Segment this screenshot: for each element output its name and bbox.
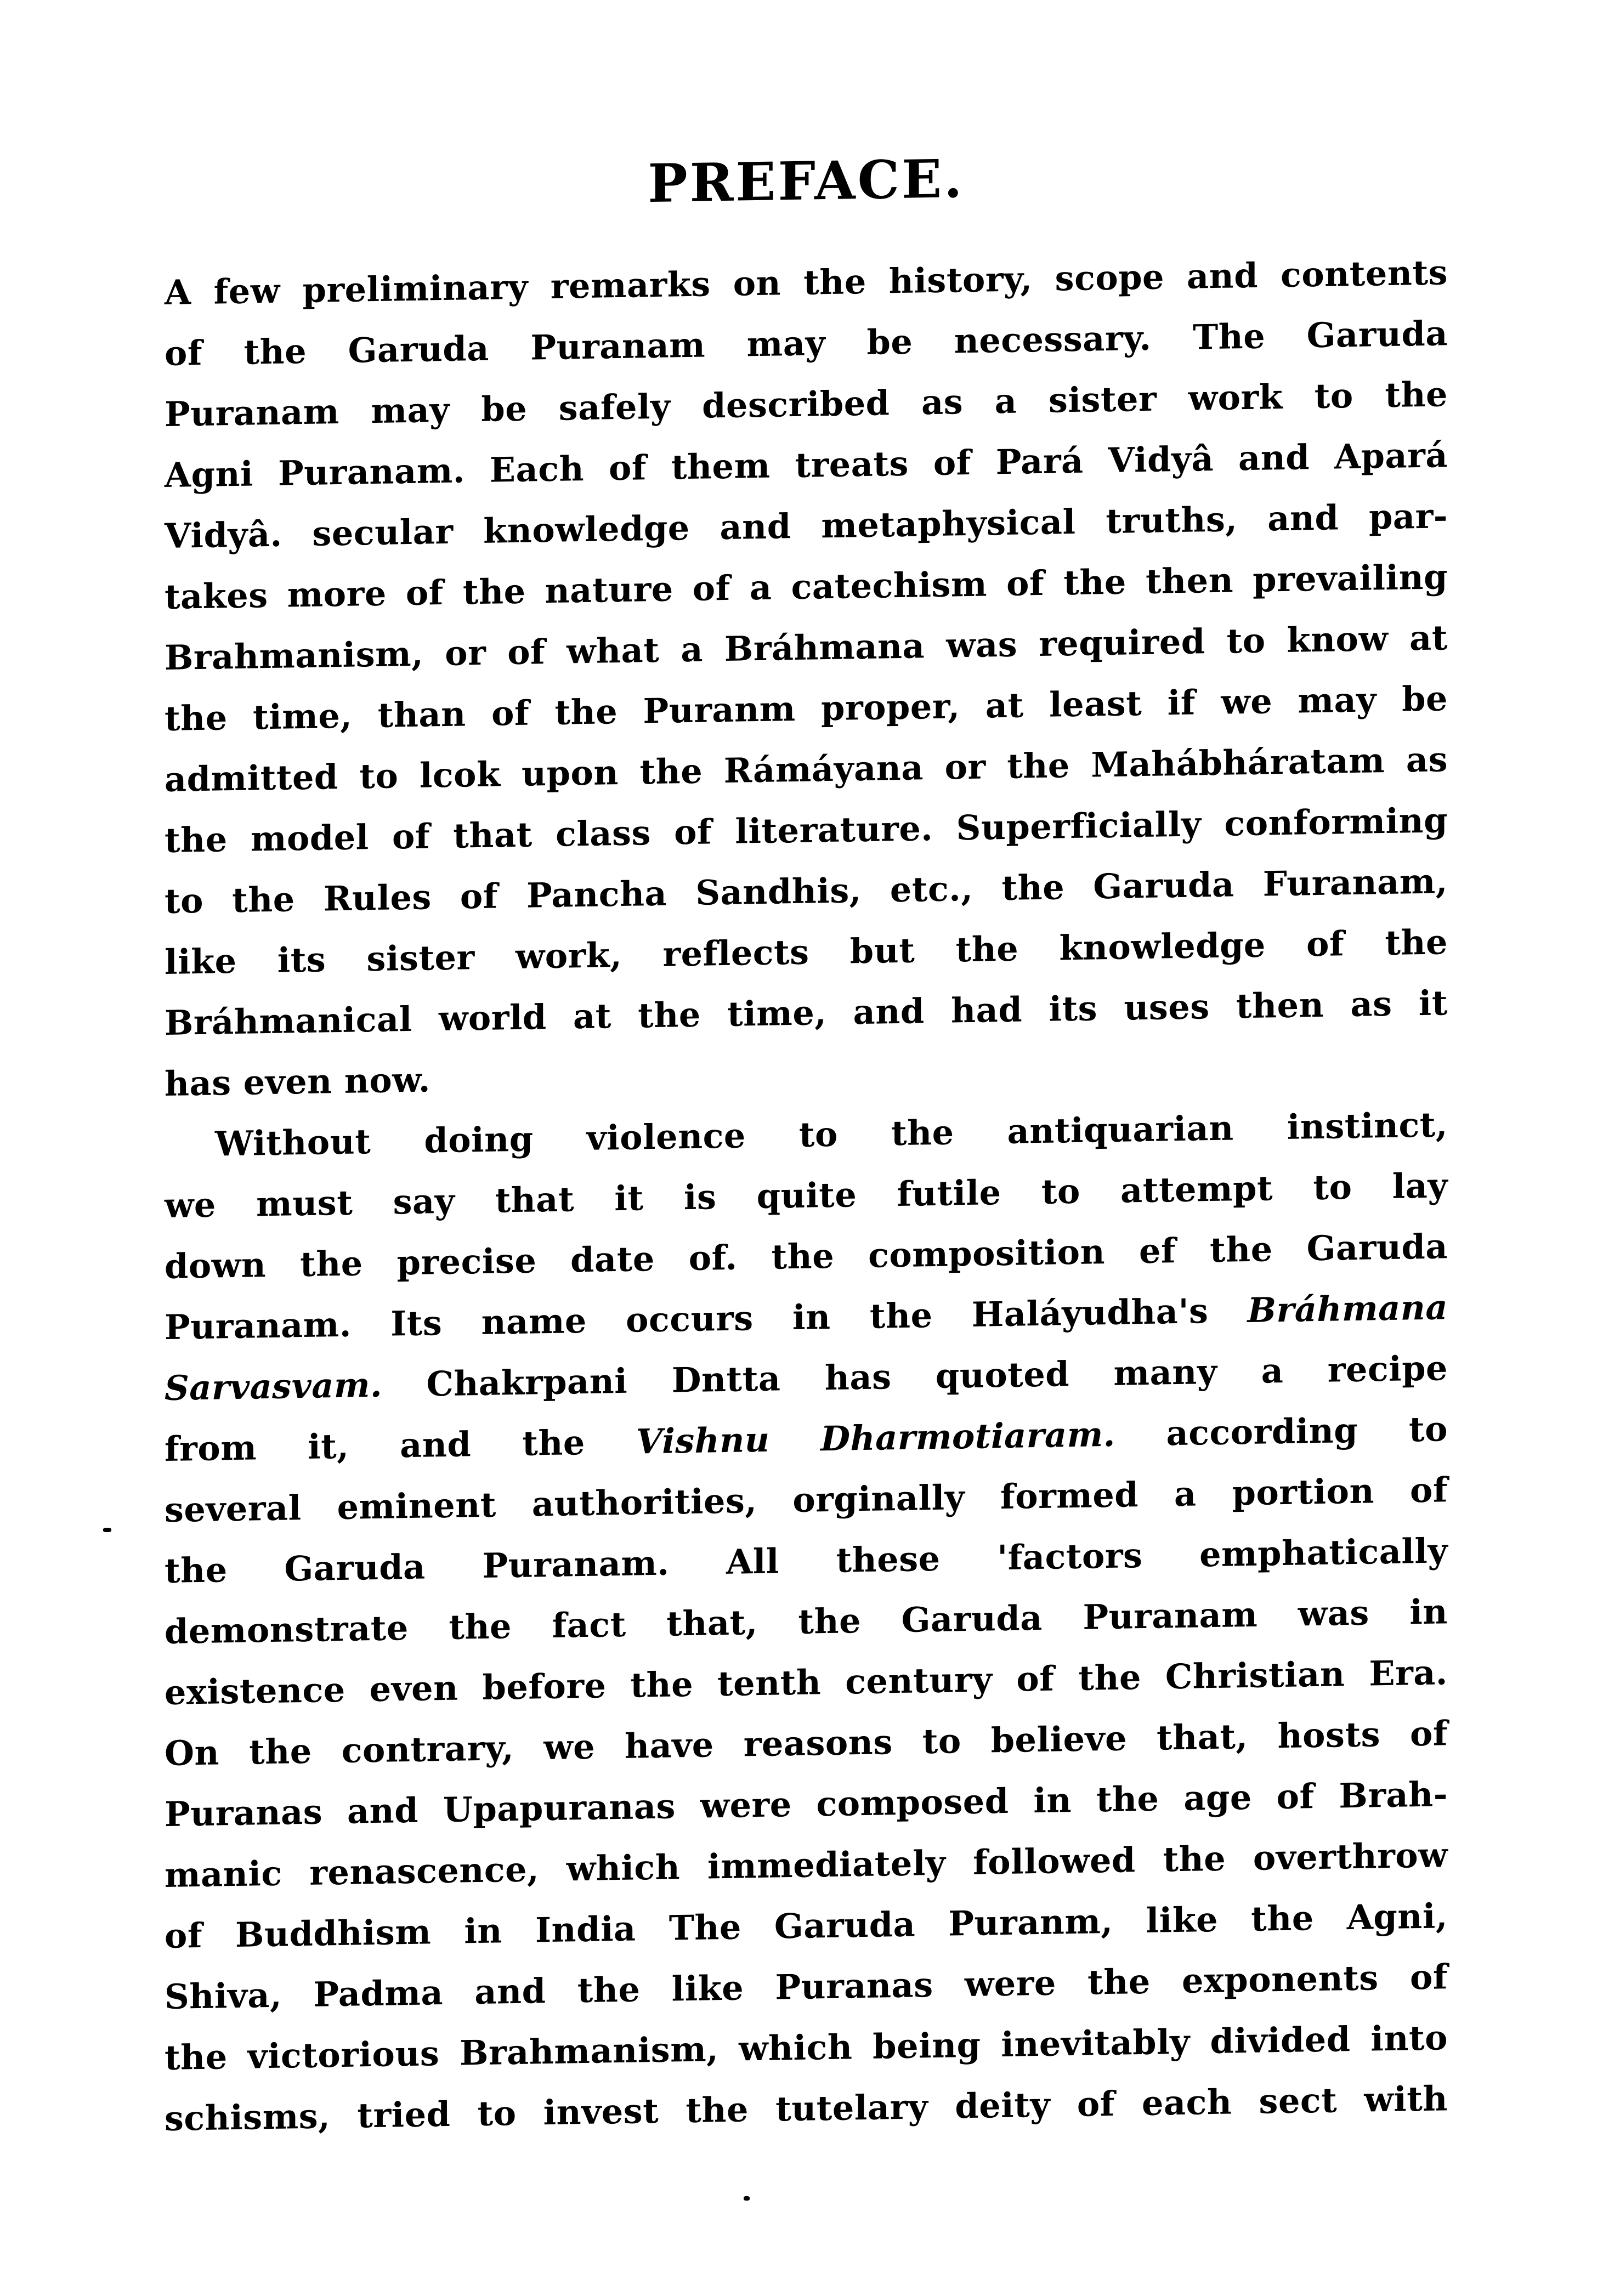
text-segment: A few preliminary remarks on the history, scope and contents — [165, 252, 1448, 313]
text-segment: schisms, tried to invest the tutelary deity of each sect with — [165, 2078, 1448, 2139]
text-segment: Vidyâ. secular knowledge and metaphysical truths, and par- — [165, 496, 1448, 556]
text-segment: Without doing violence to the antiquarian instinct, — [215, 1104, 1448, 1164]
text-segment: manic renascence, which immediately followed the overthrow — [165, 1835, 1448, 1895]
italic-text-segment: Vishnu Dharmotiaram. — [636, 1414, 1115, 1462]
page-content — [165, 0, 1448, 2296]
text-segment: from it, and the — [165, 1421, 636, 1469]
text-segment: Puranam. Its name occurs in the Haláyudha's — [165, 1290, 1248, 1347]
text-segment: Bráhmanical world at the time, and had its uses then as it — [165, 983, 1448, 1043]
text-segment: the Garuda Puranam. All these 'factors emphatically — [165, 1530, 1448, 1591]
text-segment: several eminent authorities, orginally formed a portion of — [165, 1470, 1448, 1530]
italic-text-segment: Sarvasvam. — [165, 1364, 383, 1408]
text-segment: Puranam may be safely described as a sister work to the — [165, 374, 1448, 434]
text-segment: the victorious Brahmanism, which being inevitably divided into — [165, 2017, 1448, 2078]
bottom-center-dot — [744, 2196, 750, 2201]
text-segment: admitted to lcok upon the Rámáyana or the Mahábháratam as — [165, 739, 1448, 800]
italic-text-segment: Bráhmana — [1247, 1287, 1448, 1330]
page-title: PREFACE. — [648, 148, 965, 215]
text-segment: Shiva, Padma and the like Puranas were the exponents of — [165, 1957, 1448, 2017]
text-segment: of Buddhism in India The Garuda Puranm, like the Agni, — [165, 1896, 1448, 1956]
text-segment: Puranas and Upapuranas were composed in the age of Brah- — [165, 1774, 1448, 1834]
text-segment: according to — [1115, 1409, 1448, 1454]
text-segment: existence even before the tenth century of the Christian Era. — [165, 1652, 1448, 1713]
text-segment: we must say that it is quite futile to attempt to lay — [165, 1165, 1448, 1226]
text-segment: to the Rules of Pancha Sandhis, etc., the Garuda Furanam, — [165, 861, 1448, 921]
preface-body-text — [165, 242, 1448, 2149]
text-segment: like its sister work, reflects but the knowledge of the — [165, 922, 1448, 982]
text-segment: down the precise date of. the composition ef the Garuda — [165, 1226, 1448, 1286]
text-segment: the model of that class of literature. Superficially conforming — [165, 800, 1448, 860]
text-segment: Agni Puranam. Each of them treats of Pará Vidyâ and Apará — [165, 435, 1448, 495]
text-segment: takes more of the nature of a catechism of the then prevailing — [165, 557, 1448, 617]
text-segment: Brahmanism, or of what a Bráhmana was required to know at — [165, 617, 1448, 678]
text-segment: Chakrpani Dntta has quoted many a recipe — [382, 1348, 1448, 1405]
text-segment: On the contrary, we have reasons to believe that, hosts of — [165, 1713, 1448, 1773]
text-segment: of the Garuda Puranam may be necessary. The Garuda — [165, 313, 1448, 373]
text-segment: has even now. — [165, 1059, 431, 1104]
text-segment: the time, than of the Puranm proper, at least if we may be — [165, 678, 1448, 739]
text-segment: demonstrate the fact that, the Garuda Puranam was in — [165, 1591, 1448, 1652]
left-margin-dash — [103, 1528, 111, 1532]
